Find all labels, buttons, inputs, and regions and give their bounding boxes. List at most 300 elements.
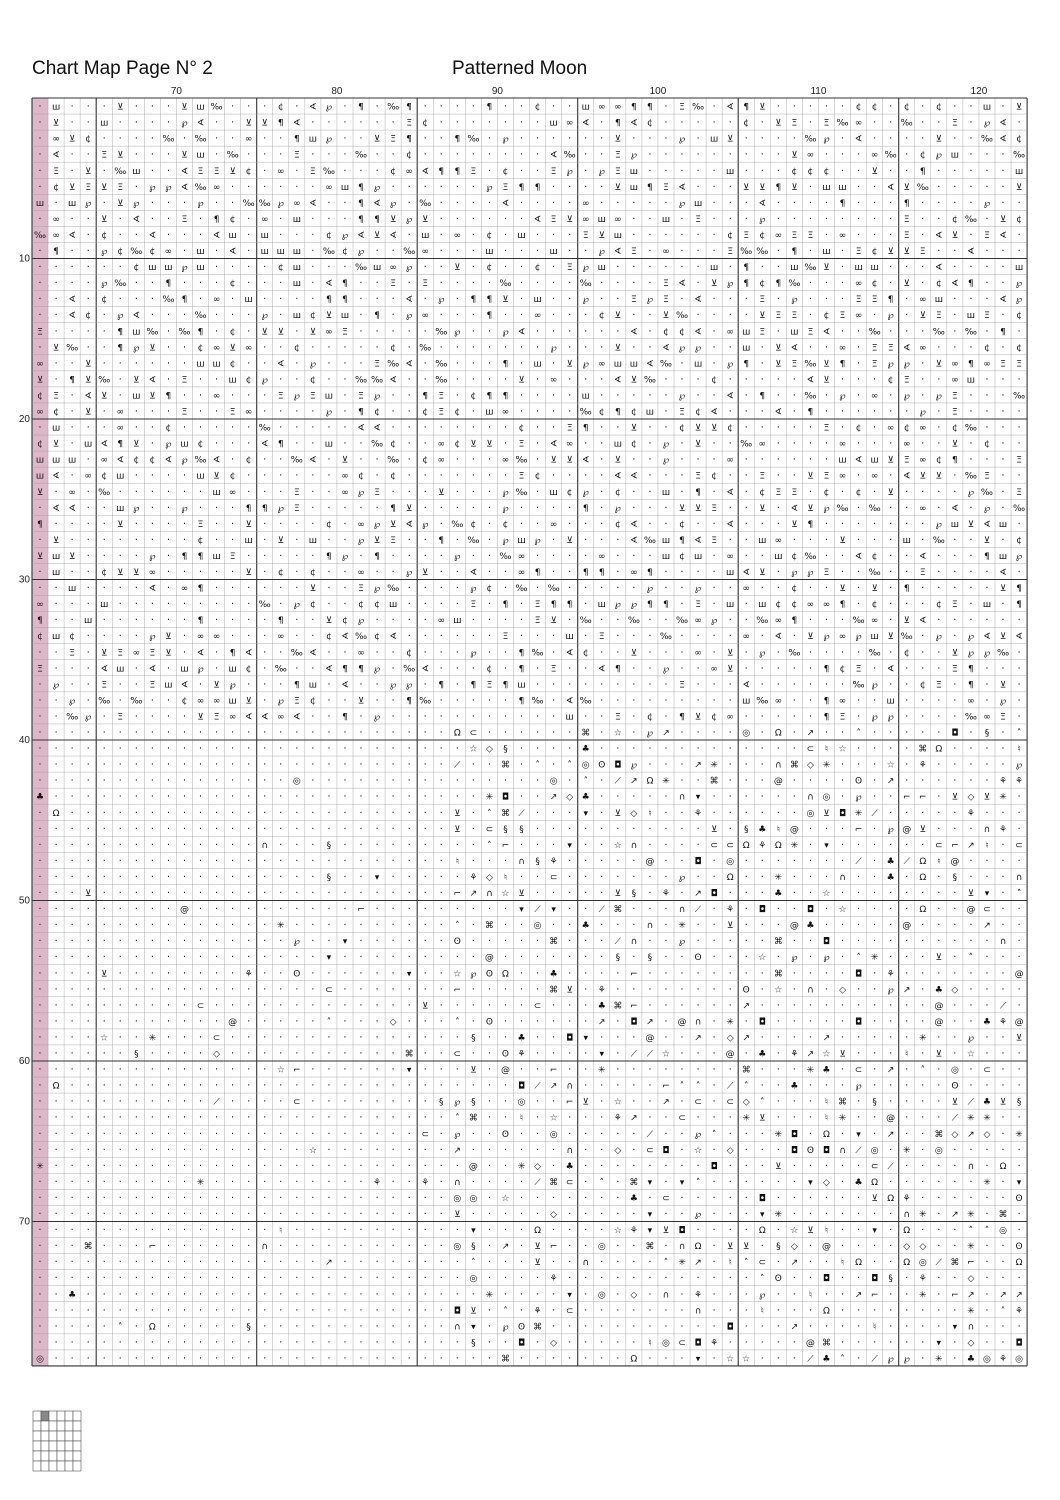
chart-symbol: · [392,1081,395,1092]
chart-symbol: · [761,872,764,883]
chart-symbol: · [263,1129,266,1140]
chart-symbol: ¢ [695,408,701,418]
chart-symbol: · [71,984,74,995]
chart-symbol: · [440,262,443,273]
chart-symbol: · [279,519,282,530]
chart-symbol: · [183,824,186,835]
chart-symbol: · [311,1305,314,1316]
chart-symbol: · [777,952,780,963]
chart-symbol: ¢ [246,167,252,177]
chart-symbol: · [504,1257,507,1268]
chart-symbol: ¶ [840,359,846,369]
chart-symbol: · [327,1000,330,1011]
chart-symbol: · [247,1353,250,1364]
chart-symbol: · [568,134,571,145]
chart-symbol: · [600,471,603,482]
chart-symbol: · [985,567,988,578]
chart-symbol: · [713,1241,716,1252]
chart-symbol: ℘ [984,648,990,658]
chart-symbol: ⊻ [839,584,846,594]
chart-symbol: · [745,390,748,401]
chart-symbol: ˄ [503,1306,508,1316]
chart-symbol: · [231,856,234,867]
chart-symbol: · [1001,535,1004,546]
chart-symbol: ◎ [662,1338,670,1348]
chart-symbol: ‰ [515,584,527,594]
chart-symbol: · [680,1193,683,1204]
chart-symbol: Ω [149,1322,156,1332]
chart-symbol: · [408,824,411,835]
chart-symbol: · [713,1257,716,1268]
chart-symbol: · [119,1113,122,1124]
chart-symbol: · [135,984,138,995]
chart-symbol: · [247,583,250,594]
chart-symbol: ‰ [660,632,672,642]
chart-symbol: · [167,1353,170,1364]
chart-symbol: ш [726,167,734,177]
chart-symbol: · [375,150,378,161]
chart-symbol: · [873,1113,876,1124]
chart-symbol: ∩ [695,1306,702,1316]
chart-symbol: · [135,599,138,610]
chart-symbol: · [857,840,860,851]
chart-symbol: ˄ [760,1098,765,1108]
chart-symbol: ∞ [839,343,847,353]
chart-symbol: · [295,615,298,626]
chart-symbol: · [375,904,378,915]
chart-symbol: · [568,374,571,385]
chart-symbol: · [729,952,732,963]
chart-symbol: · [183,888,186,899]
chart-symbol: · [937,551,940,562]
chart-symbol: · [71,1145,74,1156]
chart-symbol: ☆ [822,889,830,899]
chart-symbol: ℘ [149,183,155,193]
chart-symbol: ¶ [198,584,204,594]
chart-symbol: · [680,567,683,578]
chart-symbol: · [408,471,411,482]
chart-symbol: · [584,952,587,963]
chart-symbol: ⊻ [952,440,959,450]
chart-symbol: Ω [903,1226,910,1236]
chart-symbol: · [488,936,491,947]
chart-symbol: Ξ [182,215,188,225]
chart-symbol: · [761,342,764,353]
chart-symbol: ¶ [438,536,444,546]
chart-symbol: · [231,503,234,514]
chart-symbol: ⊻ [213,680,220,690]
chart-symbol: ⊻ [823,375,830,385]
chart-symbol: · [135,535,138,546]
chart-symbol: · [713,1177,716,1188]
chart-symbol: ⊻ [615,809,622,819]
chart-symbol: · [488,551,491,562]
chart-symbol: ∞ [36,359,44,369]
chart-symbol: · [103,1321,106,1332]
chart-symbol: · [424,1049,427,1060]
chart-symbol: ш [325,440,333,450]
chart-symbol: ˄ [583,777,588,787]
chart-symbol: ∞ [245,135,253,145]
chart-symbol: · [54,936,57,947]
chart-symbol: · [167,952,170,963]
chart-symbol: · [71,808,74,819]
chart-symbol: § [471,1242,476,1252]
chart-symbol: · [584,1273,587,1284]
chart-symbol: · [937,663,940,674]
chart-symbol: · [38,294,41,305]
chart-symbol: · [937,246,940,257]
chart-symbol: · [472,150,475,161]
chart-symbol: Ξ [679,680,685,690]
chart-symbol: · [311,936,314,947]
chart-symbol: · [54,294,57,305]
chart-symbol: ‰ [435,375,447,385]
chart-symbol: ℘ [647,584,653,594]
chart-symbol: ℘ [647,729,653,739]
chart-symbol: ⊂ [807,745,815,755]
chart-symbol: · [680,1049,683,1060]
chart-symbol: ∞ [919,456,927,466]
chart-symbol: ‰ [515,456,527,466]
chart-symbol: · [777,1145,780,1156]
chart-symbol: ¢ [984,343,990,353]
chart-symbol: · [183,1209,186,1220]
chart-symbol: ℘ [278,504,284,514]
chart-symbol: · [71,1305,74,1316]
chart-symbol: ⌘ [405,1050,414,1060]
chart-symbol: · [151,503,154,514]
chart-symbol: · [71,278,74,289]
chart-symbol: · [969,455,972,466]
chart-symbol: · [1001,1049,1004,1060]
chart-symbol: · [87,1177,90,1188]
chart-symbol: · [327,1097,330,1108]
chart-symbol: · [504,1113,507,1124]
chart-symbol: · [103,1241,106,1252]
chart-symbol: · [87,278,90,289]
chart-symbol: · [696,390,699,401]
chart-symbol: · [199,1273,202,1284]
chart-symbol: · [552,1032,555,1043]
chart-symbol: · [103,631,106,642]
chart-symbol: · [327,920,330,931]
chart-symbol: · [905,1337,908,1348]
chart-symbol: ◘ [807,905,814,915]
chart-symbol: · [103,856,106,867]
chart-symbol: · [151,1081,154,1092]
chart-symbol: ☆ [967,1050,975,1060]
chart-symbol: ♣ [68,1290,76,1300]
chart-symbol: · [167,1225,170,1236]
chart-symbol: ℘ [679,873,685,883]
chart-symbol: · [825,728,828,739]
chart-symbol: ∩ [631,937,638,947]
chart-symbol: ∢ [775,632,783,642]
chart-symbol: ℘ [165,183,171,193]
chart-symbol: · [279,423,282,434]
chart-symbol: · [327,728,330,739]
chart-symbol: · [568,856,571,867]
chart-symbol: ⟋ [1000,1001,1007,1011]
chart-symbol: · [392,888,395,899]
chart-symbol: ∞ [213,632,221,642]
chart-symbol: · [119,1049,122,1060]
chart-symbol: · [87,679,90,690]
chart-symbol: · [552,230,555,241]
chart-symbol: ⊻ [422,568,429,578]
chart-symbol: ⊻ [165,648,172,658]
chart-symbol: · [809,856,812,867]
chart-symbol: ✳ [791,841,799,851]
chart-symbol: · [921,583,924,594]
chart-symbol: · [921,390,924,401]
chart-symbol: ♮ [825,1098,828,1108]
chart-symbol: · [343,567,346,578]
chart-symbol: ℘ [823,504,829,514]
chart-symbol: · [38,262,41,273]
chart-symbol: · [536,936,539,947]
chart-symbol: · [103,1113,106,1124]
chart-symbol: · [263,487,266,498]
chart-symbol: · [103,503,106,514]
chart-symbol: · [713,1193,716,1204]
chart-symbol: · [472,374,475,385]
chart-symbol: · [247,792,250,803]
chart-symbol: ∢ [245,712,253,722]
chart-symbol: ш [758,600,766,610]
chart-symbol: ☆ [614,841,622,851]
chart-symbol: ¢ [711,472,717,482]
chart-symbol: · [103,1257,106,1268]
chart-symbol: · [648,1081,651,1092]
chart-symbol: Ξ [808,231,814,241]
chart-symbol: · [600,808,603,819]
chart-symbol: · [777,262,780,273]
chart-symbol: · [135,1321,138,1332]
chart-symbol: ∢ [421,167,429,177]
chart-symbol: ∢ [566,648,574,658]
chart-symbol: · [327,583,330,594]
chart-symbol: · [392,1273,395,1284]
chart-symbol: · [311,872,314,883]
chart-symbol: · [488,904,491,915]
chart-symbol: · [408,1321,411,1332]
chart-symbol: · [151,150,154,161]
chart-symbol: · [985,1337,988,1348]
chart-symbol: · [183,423,186,434]
chart-symbol: § [744,825,749,835]
chart-symbol: · [119,1193,122,1204]
chart-symbol: ∞ [871,391,879,401]
chart-symbol: · [921,358,924,369]
chart-symbol: · [696,567,699,578]
chart-symbol: Ξ [294,151,300,161]
chart-symbol: · [953,952,956,963]
chart-symbol: · [857,342,860,353]
chart-symbol: · [87,1209,90,1220]
chart-symbol: ∞ [550,520,558,530]
chart-symbol: · [921,1145,924,1156]
chart-symbol: ¢ [952,215,958,225]
chart-symbol: · [295,439,298,450]
chart-symbol: · [680,230,683,241]
chart-symbol: · [54,1241,57,1252]
chart-symbol: ∢ [791,504,799,514]
chart-symbol: · [167,358,170,369]
chart-symbol: · [247,1289,250,1300]
chart-symbol: · [327,968,330,979]
chart-symbol: · [87,856,90,867]
chart-symbol: ∢ [742,680,750,690]
chart-symbol: · [488,1273,491,1284]
chart-symbol: · [456,1225,459,1236]
chart-symbol: · [472,856,475,867]
chart-symbol: ¶ [1016,600,1022,610]
chart-symbol: · [488,1257,491,1268]
chart-symbol: ‰ [580,408,592,418]
chart-symbol: ♮ [520,1114,523,1124]
chart-symbol: · [616,1273,619,1284]
chart-symbol: · [568,567,571,578]
chart-symbol: ¶ [968,664,974,674]
chart-symbol: · [231,439,234,450]
chart-symbol: ⊻ [101,215,108,225]
chart-symbol: · [889,1049,892,1060]
chart-symbol: · [713,1145,716,1156]
chart-symbol: ⊻ [631,424,638,434]
chart-symbol: · [921,984,924,995]
chart-symbol: · [279,1193,282,1204]
chart-symbol: · [536,246,539,257]
chart-symbol: · [327,1145,330,1156]
chart-symbol: · [696,166,699,177]
chart-symbol: · [54,198,57,209]
chart-symbol: ш [582,103,590,113]
chart-symbol: · [440,968,443,979]
chart-symbol: ⊻ [117,103,124,113]
chart-symbol: · [969,984,972,995]
chart-symbol: · [905,1113,908,1124]
chart-symbol: · [552,102,555,113]
chart-symbol: ℘ [968,488,974,498]
chart-symbol: · [680,166,683,177]
chart-symbol: · [38,1321,41,1332]
chart-symbol: Ξ [1016,359,1022,369]
chart-symbol: ∞ [775,231,783,241]
chart-symbol: · [71,824,74,835]
chart-symbol: · [680,150,683,161]
chart-symbol: ˄ [921,1066,926,1076]
chart-symbol: · [343,374,346,385]
chart-symbol: ∞ [630,568,638,578]
chart-symbol: ∢ [999,231,1007,241]
chart-symbol: ℘ [888,311,894,321]
chart-symbol: · [279,1113,282,1124]
chart-symbol: · [54,583,57,594]
chart-symbol: · [905,808,908,819]
chart-symbol: · [713,679,716,690]
chart-symbol: @ [902,825,911,835]
chart-symbol: ¢ [599,311,605,321]
chart-symbol: ∞ [52,231,60,241]
chart-symbol: Ξ [631,247,637,257]
chart-symbol: ‰ [291,456,303,466]
chart-symbol: ‰ [371,375,383,385]
chart-symbol: · [825,390,828,401]
chart-symbol: Ξ [615,167,621,177]
chart-symbol: ¢ [133,263,139,273]
chart-symbol: · [247,808,250,819]
chart-symbol: ¢ [535,472,541,482]
chart-symbol: ∞ [421,247,429,257]
chart-symbol: · [600,374,603,385]
chart-symbol: ш [196,151,204,161]
chart-symbol: · [937,792,940,803]
chart-symbol: · [231,535,234,546]
chart-symbol: · [777,711,780,722]
chart-symbol: · [696,1273,699,1284]
chart-symbol: ∢ [919,616,927,626]
chart-symbol: ¢ [326,520,332,530]
chart-symbol: · [536,808,539,819]
chart-symbol: · [327,936,330,947]
chart-symbol: ¶ [278,119,284,129]
chart-symbol: · [440,423,443,434]
chart-symbol: · [151,102,154,113]
chart-symbol: · [408,326,411,337]
chart-symbol: · [729,728,732,739]
chart-symbol: · [456,535,459,546]
chart-symbol: · [937,1289,940,1300]
chart-symbol: ¢ [856,103,862,113]
chart-symbol: · [472,1081,475,1092]
chart-symbol: ∢ [421,664,429,674]
chart-symbol: · [841,150,844,161]
chart-symbol: ∞ [759,440,767,450]
chart-symbol: · [664,102,667,113]
chart-symbol: Ξ [936,680,942,690]
chart-symbol: · [343,262,346,273]
chart-symbol: · [472,615,475,626]
chart-symbol: · [343,214,346,225]
chart-symbol: ∞ [694,648,702,658]
chart-symbol: · [825,551,828,562]
chart-symbol: ♮ [825,745,828,755]
chart-symbol: ∢ [341,632,349,642]
chart-symbol: · [183,567,186,578]
chart-symbol: · [440,1016,443,1027]
chart-symbol: · [392,840,395,851]
chart-symbol: Ξ [920,568,926,578]
chart-symbol: ш [550,119,558,129]
chart-symbol: · [231,1289,234,1300]
chart-symbol: ¢ [535,103,541,113]
chart-symbol: ¢ [69,632,75,642]
chart-symbol: ¢ [471,520,477,530]
chart-symbol: · [343,390,346,401]
chart-symbol: · [632,1032,635,1043]
chart-symbol: · [857,1305,860,1316]
chart-symbol: ∩ [968,1322,975,1332]
chart-symbol: ✳ [919,1210,927,1220]
chart-symbol: ¶ [487,295,493,305]
chart-symbol: ‰ [419,696,431,706]
chart-symbol: ℘ [454,327,460,337]
chart-symbol: · [54,904,57,915]
chart-symbol: ‰ [692,103,704,113]
chart-symbol: · [520,631,523,642]
